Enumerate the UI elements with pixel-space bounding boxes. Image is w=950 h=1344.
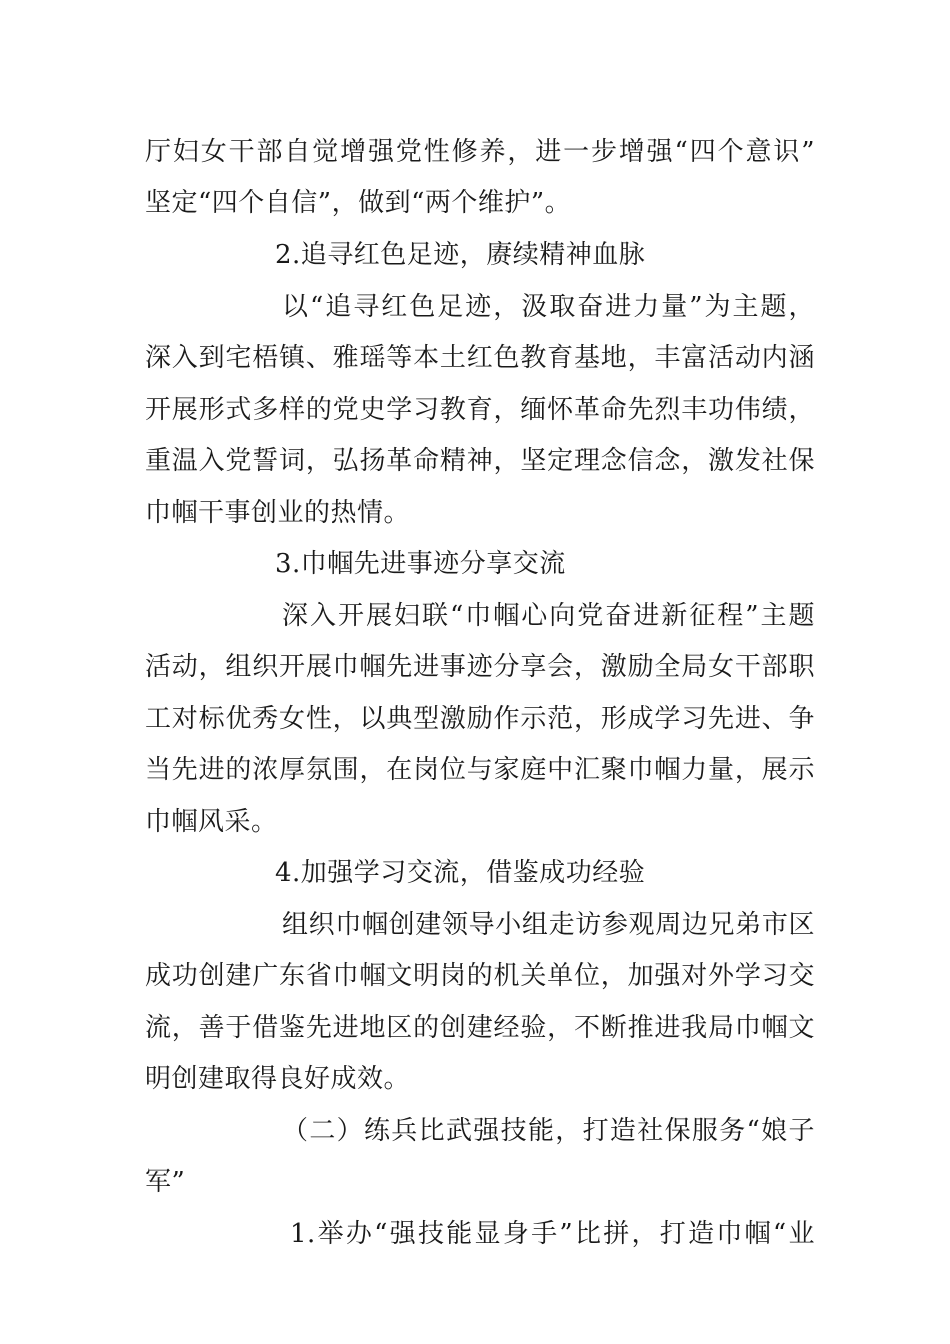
subsection-heading-1: 1.举办“强技能显身手”比拼，打造巾帼“业 <box>290 1219 815 1249</box>
section-heading-part-2-cont: 军” <box>145 1167 186 1197</box>
paragraph-line: 坚定“四个自信”，做到“两个维护”。 <box>145 188 572 218</box>
paragraph-line: 流，善于借鉴先进地区的创建经验，不断推进我局巾帼文 <box>145 1013 815 1043</box>
paragraph-line: 成功创建广东省巾帼文明岗的机关单位，加强对外学习交 <box>145 961 815 991</box>
paragraph-line: 巾帼干事创业的热情。 <box>145 498 411 528</box>
section-heading-4: 4.加强学习交流，借鉴成功经验 <box>275 858 646 888</box>
paragraph-line: 当先进的浓厚氛围，在岗位与家庭中汇聚巾帼力量，展示 <box>145 755 815 785</box>
section-heading-3: 3.巾帼先进事迹分享交流 <box>275 549 566 579</box>
section-heading-part-2: （二）练兵比武强技能，打造社保服务“娘子 <box>282 1116 815 1146</box>
section-heading-2: 2.追寻红色足迹，赓续精神血脉 <box>275 240 646 270</box>
paragraph-line: 明创建取得良好成效。 <box>145 1064 411 1094</box>
paragraph-line: 工对标优秀女性，以典型激励作示范，形成学习先进、争 <box>145 704 815 734</box>
paragraph-line: 开展形式多样的党史学习教育，缅怀革命先烈丰功伟绩， <box>145 395 815 425</box>
paragraph-line: 组织巾帼创建领导小组走访参观周边兄弟市区 <box>282 910 815 940</box>
paragraph-line: 深入到宅梧镇、雅瑶等本土红色教育基地，丰富活动内涵 <box>145 343 815 373</box>
paragraph-line: 活动，组织开展巾帼先进事迹分享会，激励全局女干部职 <box>145 652 815 682</box>
paragraph-line: 深入开展妇联“巾帼心向党奋进新征程”主题 <box>282 601 815 631</box>
paragraph-line: 以“追寻红色足迹，汲取奋进力量”为主题， <box>282 292 815 322</box>
paragraph-line: 巾帼风采。 <box>145 807 278 837</box>
paragraph-line: 重温入党誓词，弘扬革命精神，坚定理念信念，激发社保 <box>145 446 815 476</box>
paragraph-line: 厅妇女干部自觉增强党性修养，进一步增强“四个意识” <box>145 137 815 167</box>
